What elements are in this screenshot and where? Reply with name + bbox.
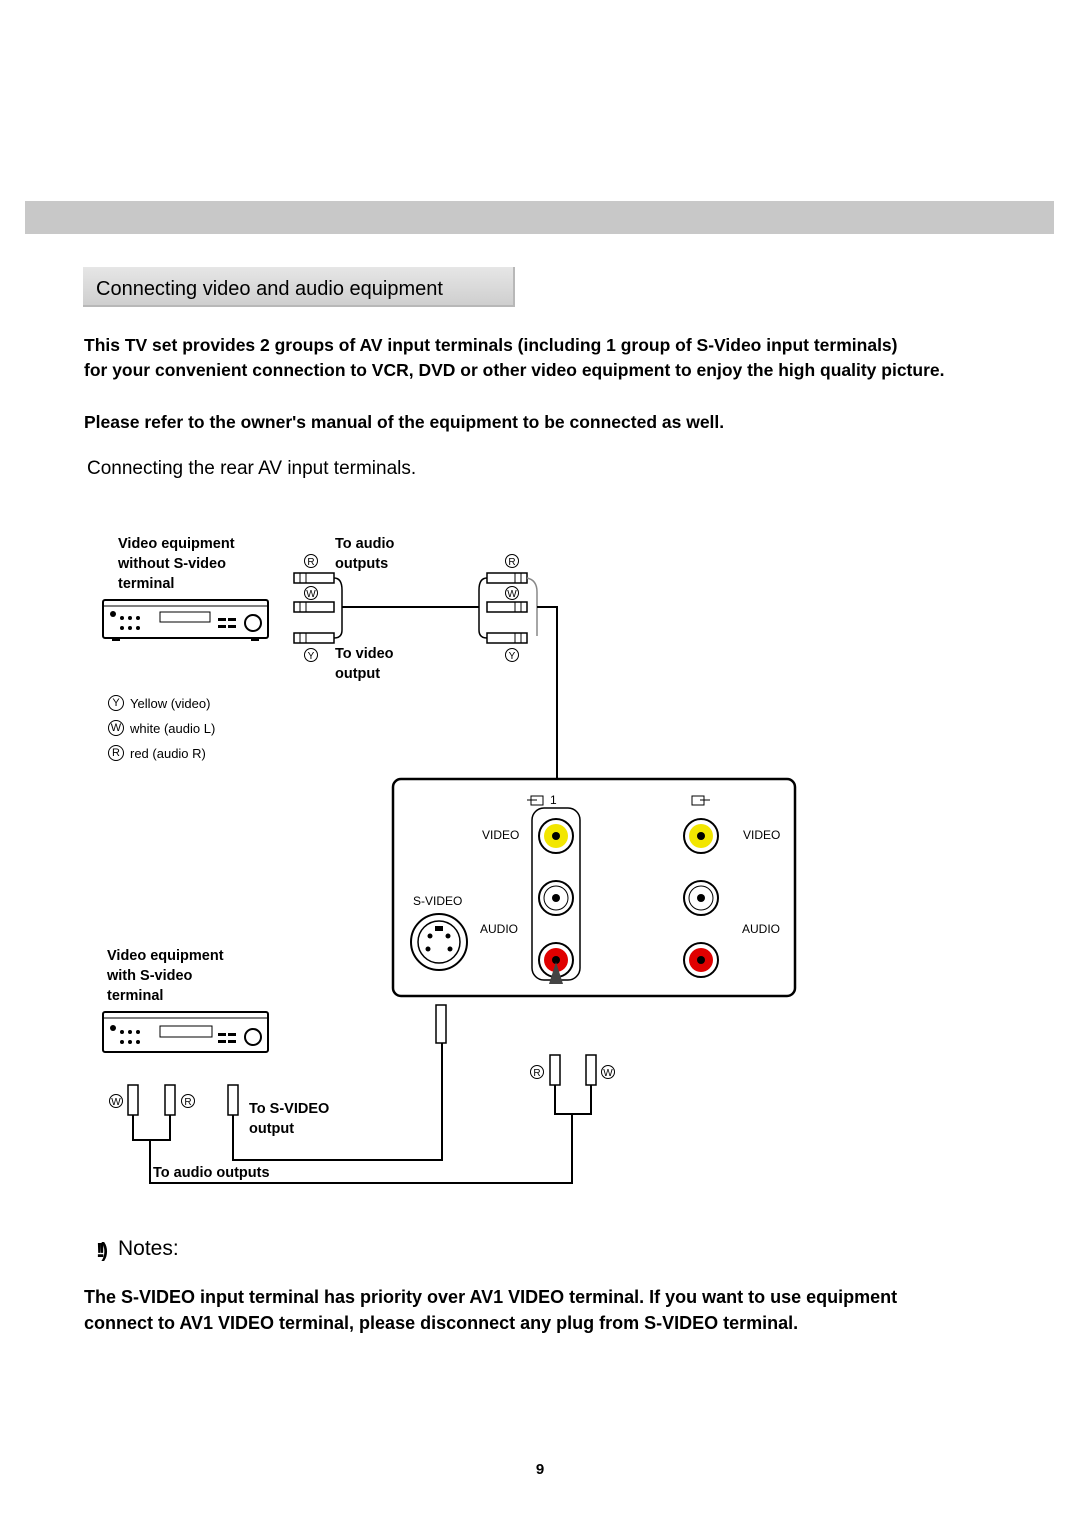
right-rca-plugs: [479, 573, 537, 643]
to-video-output-label: To video output: [335, 646, 394, 682]
audio-left-label: AUDIO: [480, 922, 519, 936]
svg-text:W: W: [603, 1068, 613, 1079]
svg-text:W: W: [507, 589, 517, 600]
section-title: Connecting video and audio equipment: [96, 278, 443, 300]
legend-letter: R: [108, 745, 124, 761]
subheading: Connecting the rear AV input terminals.: [87, 458, 417, 479]
intro-line-3: Please refer to the owner's manual of the equipment to be connected as well.: [84, 412, 725, 432]
svg-text:R: R: [508, 557, 516, 568]
to-svideo-output-label: To S-VIDEO output: [249, 1101, 330, 1137]
svg-text:R: R: [184, 1097, 192, 1108]
device-2-label: Video equipment with S-video terminal: [107, 948, 224, 1004]
legend-white: [108, 719, 215, 737]
legend-letter: Y: [108, 695, 124, 711]
video-left-label: VIDEO: [482, 828, 520, 842]
audio-right-label: AUDIO: [742, 922, 781, 936]
legend-red: [108, 744, 206, 762]
left-rca-plugs: [294, 573, 342, 643]
input-number: 1: [550, 793, 557, 807]
video-equipment-2: [103, 1012, 268, 1052]
intro-line-2: for your convenient connection to VCR, DVD or other video equipment to enjoy the high quality picture.: [84, 360, 945, 380]
tv-rear-panel: [393, 779, 795, 996]
to-audio-outputs-bottom-label: To audio outputs: [153, 1165, 270, 1181]
notes-title: Notes:: [118, 1237, 179, 1260]
legend-letter: W: [108, 720, 124, 736]
svg-text:R: R: [307, 557, 315, 568]
svg-text:Y: Y: [307, 651, 315, 662]
notes-icon: !!): [96, 1240, 104, 1262]
legend-text: red (audio R): [130, 745, 206, 761]
video-right-label: VIDEO: [743, 828, 781, 842]
notes-text: [84, 1284, 897, 1336]
legend-text: Yellow (video): [130, 695, 211, 711]
svg-text:W: W: [111, 1097, 121, 1108]
notes-line-1: The S-VIDEO input terminal has priority over AV1 VIDEO terminal. If you want to use equipment: [84, 1287, 898, 1307]
svg-text:Y: Y: [508, 651, 516, 662]
notes-line-2: connect to AV1 VIDEO terminal, please disconnect any plug from S-VIDEO terminal.: [84, 1313, 799, 1333]
svg-text:W: W: [306, 589, 316, 600]
video-equipment-1: [103, 600, 268, 641]
svg-text:R: R: [533, 1068, 541, 1079]
legend-text: white (audio L): [130, 720, 216, 736]
legend-yellow: [108, 694, 210, 712]
page-number: 9: [535, 1461, 545, 1478]
to-audio-outputs-label: To audio outputs: [335, 536, 395, 572]
intro-line-1: This TV set provides 2 groups of AV input terminals (including 1 group of S-Video input terminals): [84, 335, 898, 355]
svideo-label: S-VIDEO: [413, 894, 463, 908]
device-1-label: Video equipment without S-video terminal: [118, 536, 235, 592]
